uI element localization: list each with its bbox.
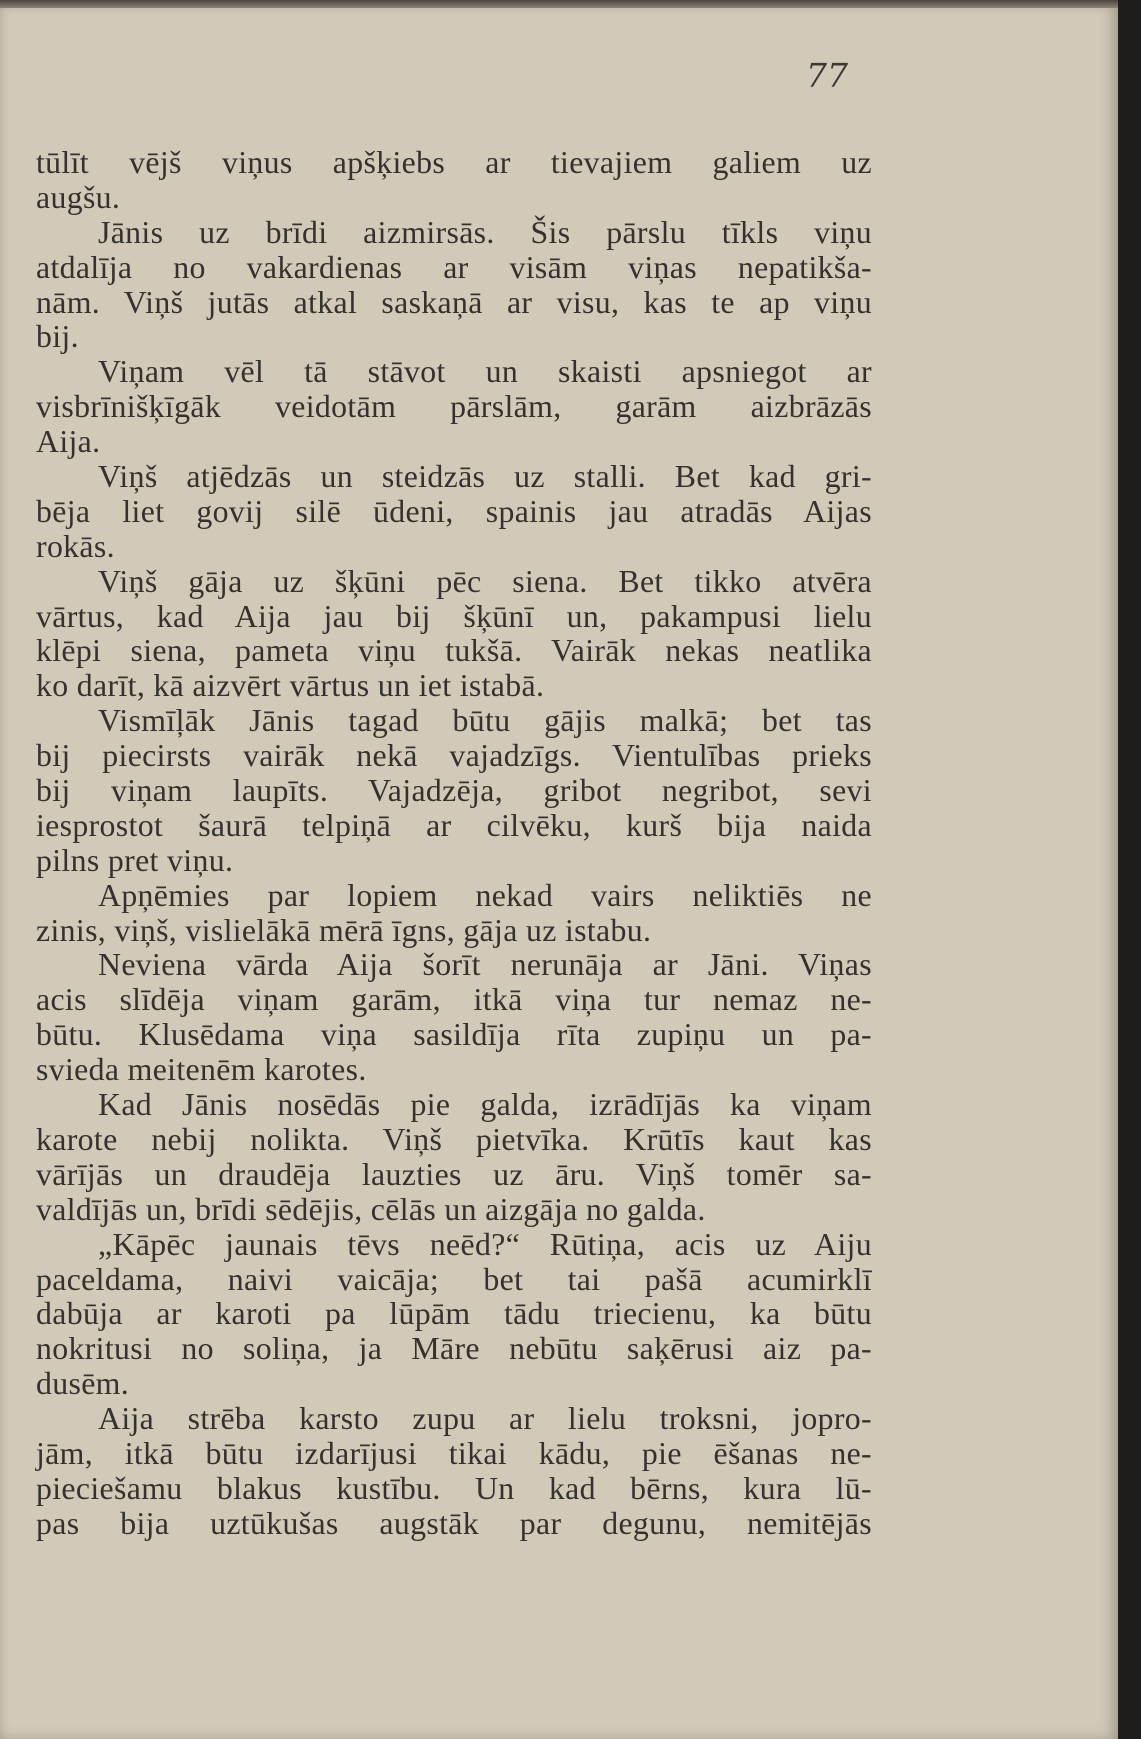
body-text — [36, 146, 872, 1542]
text-line: bēja liet govij silē ūdeni, spainis jau atradās Aijas — [36, 493, 872, 529]
text-line: atdalīja no vakardienas ar visām viņas nepatikša- — [36, 249, 872, 285]
text-line: Aija. — [36, 424, 101, 460]
text-line: zinis, viņš, vislielākā mērā īgns, gāja uz istabu. — [36, 912, 652, 948]
text-line: Kad Jānis nosēdās pie galda, izrādījās ka viņam — [98, 1087, 872, 1123]
text-line: bij. — [36, 319, 79, 355]
text-line: rokās. — [36, 528, 115, 564]
text-line: bij piecirsts vairāk nekā vajadzīgs. Vientulības prieks — [36, 738, 872, 774]
page-number: 77 — [806, 56, 848, 95]
text-line: augšu. — [36, 179, 121, 215]
text-line: Vismīļāk Jānis tagad būtu gājis malkā; bet tas — [98, 703, 872, 739]
page-top-edge — [0, 0, 1118, 8]
text-line: vārījās un draudēja lauzties uz āru. Viņš tomēr sa- — [36, 1156, 872, 1192]
text-line: dusēm. — [36, 1366, 130, 1402]
text-line: jām, itkā būtu izdarījusi tikai kādu, pie ēšanas ne- — [36, 1435, 872, 1471]
text-line: svieda meitenēm karotes. — [36, 1052, 367, 1088]
text-line: „Kāpēc jaunais tēvs neēd?“ Rūtiņa, acis uz Aiju — [98, 1226, 872, 1262]
text-line: pas bija uztūkušas augstāk par degunu, nemitējās — [36, 1505, 872, 1541]
text-line: iesprostot šaurā telpiņā ar cilvēku, kurš bija naida — [36, 807, 872, 843]
text-line: Neviena vārda Aija šorīt nerunāja ar Jāni. Viņas — [98, 947, 872, 983]
text-line: pilns pret viņu. — [36, 842, 234, 878]
text-line: vārtus, kad Aija jau bij šķūnī un, pakampusi lielu — [36, 598, 872, 634]
text-line: nām. Viņš jutās atkal saskaņā ar visu, kas te ap viņu — [36, 284, 872, 320]
text-line: Aija strēba karsto zupu ar lielu troksni, jopro- — [98, 1401, 872, 1437]
text-line: paceldama, naivi vaicāja; bet tai pašā acumirklī — [36, 1261, 872, 1297]
text-line: klēpi siena, pameta viņu tukšā. Vairāk nekas neatlika — [36, 633, 872, 669]
text-line: visbrīnišķīgāk veidotām pārslām, garām aizbrāzās — [36, 389, 872, 425]
text-line: Viņš atjēdzās un steidzās uz stalli. Bet kad gri- — [98, 459, 872, 495]
text-line: pieciešamu blakus kustību. Un kad bērns, kura lū- — [36, 1470, 872, 1506]
text-line: nokritusi no soliņa, ja Māre nebūtu saķērusi aiz pa- — [36, 1331, 872, 1367]
text-line: tūlīt vējš viņus apšķiebs ar tievajiem galiem uz — [36, 145, 872, 180]
text-line: būtu. Klusēdama viņa sasildīja rīta zupiņu un pa- — [36, 1017, 872, 1053]
text-line: bij viņam laupīts. Vajadzēja, gribot negribot, sevi — [36, 773, 872, 809]
text-line: Jānis uz brīdi aizmirsās. Šis pārslu tīkls viņu — [98, 214, 872, 250]
text-line: dabūja ar karoti pa lūpām tādu triecienu, ka būtu — [36, 1296, 872, 1332]
text-line: acis slīdēja viņam garām, itkā viņa tur nemaz ne- — [36, 982, 872, 1018]
text-line: karote nebij nolikta. Viņš pietvīka. Krūtīs kaut kas — [36, 1121, 872, 1157]
text-line: ko darīt, kā aizvērt vārtus un iet istabā. — [36, 668, 545, 704]
text-line: Viņam vēl tā stāvot un skaisti apsniegot ar — [98, 354, 872, 390]
text-line: valdījās un, brīdi sēdējis, cēlās un aizgāja no galda. — [36, 1191, 706, 1227]
text-line: Apņēmies par lopiem nekad vairs neliktiēs ne — [98, 877, 872, 913]
text-line: Viņš gāja uz šķūni pēc siena. Bet tikko atvēra — [98, 563, 872, 599]
